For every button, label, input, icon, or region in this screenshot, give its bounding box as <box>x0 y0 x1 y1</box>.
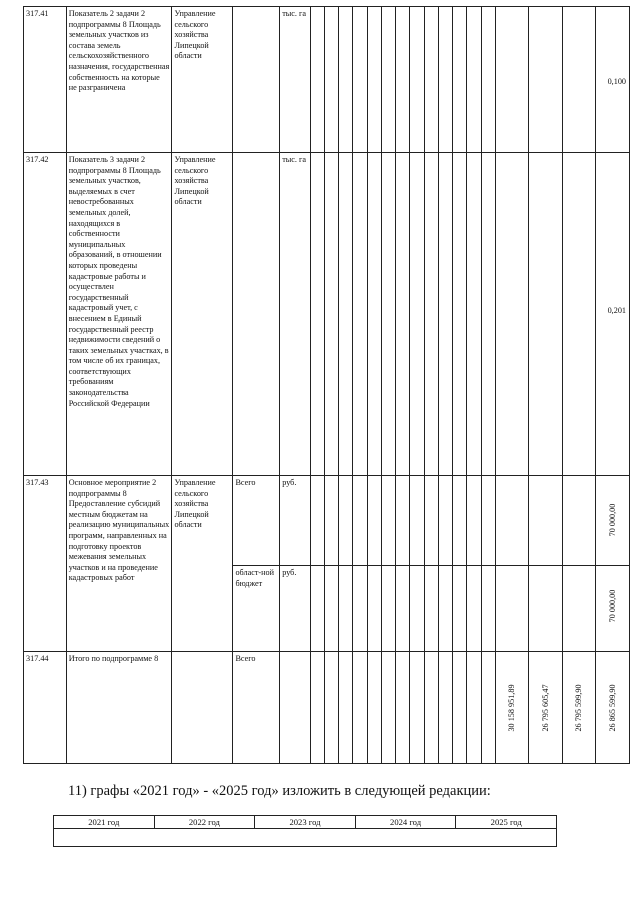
value-text: 70 000,00 <box>607 503 617 537</box>
row-number: 317.44 <box>24 652 67 764</box>
value-text: 0,100 <box>607 77 626 86</box>
row-source-total: Всего <box>233 476 280 566</box>
year-header-table <box>53 815 557 847</box>
value-text: 26 795 599,90 <box>574 684 584 732</box>
header-row <box>54 816 557 829</box>
row-executor: Управление сельского хозяйства Липецкой области <box>172 476 233 652</box>
value-2025-total <box>596 476 630 566</box>
row-executor: Управление сельского хозяйства Липецкой области <box>172 153 233 476</box>
row-unit-total: руб. <box>280 476 311 566</box>
row-name: Итого по подпрограмме 8 <box>66 652 172 764</box>
value-text: 0,201 <box>607 306 626 315</box>
table-row <box>24 153 630 476</box>
value-2025-regional <box>596 566 630 652</box>
year-header: 2023 год <box>255 816 356 829</box>
row-number: 317.42 <box>24 153 67 476</box>
row-source <box>233 7 280 153</box>
total-value-2022 <box>495 652 529 764</box>
total-value-2025 <box>596 652 630 764</box>
row-name: Основное мероприятие 2 подпрограммы 8 Предоставление субсидий местным бюджетам на реализацию муниципальных программ, направленных на подготовку проектов межевания земельных участков и на проведение кадастровых работ <box>66 476 172 652</box>
value-2025 <box>596 153 630 476</box>
blank-row <box>54 829 557 847</box>
row-source <box>233 153 280 476</box>
value-text: 26 865 599,90 <box>607 684 617 732</box>
value-text: 30 158 951,89 <box>507 684 517 732</box>
row-number: 317.41 <box>24 7 67 153</box>
table-row <box>24 7 630 153</box>
blank-cell <box>54 829 557 847</box>
row-unit <box>280 652 311 764</box>
row-executor: Управление сельского хозяйства Липецкой области <box>172 7 233 153</box>
row-name: Показатель 2 задачи 2 подпрограммы 8 Площадь земельных участков из состава земель сельскохозяйственного назначения, государственная собственность на которые не разграничена <box>66 7 172 153</box>
row-source: Всего <box>233 652 280 764</box>
row-unit: тыс. га <box>280 153 311 476</box>
instruction-text: 11) графы «2021 год» - «2025 год» изложить в следующей редакции: <box>68 783 491 799</box>
value-2025 <box>596 7 630 153</box>
value-text: 70 000,00 <box>607 589 617 623</box>
year-header: 2022 год <box>154 816 255 829</box>
year-header: 2021 год <box>54 816 155 829</box>
row-source-regional: област-ной бюджет <box>233 566 280 652</box>
row-number: 317.43 <box>24 476 67 652</box>
table-row <box>24 652 630 764</box>
value-text: 26 795 605,47 <box>540 684 550 732</box>
row-unit-regional: руб. <box>280 566 311 652</box>
total-value-2023 <box>529 652 563 764</box>
year-header: 2025 год <box>456 816 557 829</box>
row-unit: тыс. га <box>280 7 311 153</box>
year-header: 2024 год <box>355 816 456 829</box>
program-table <box>23 6 630 764</box>
total-value-2024 <box>562 652 596 764</box>
row-executor <box>172 652 233 764</box>
row-name: Показатель 3 задачи 2 подпрограммы 8 Площадь земельных участков, выделяемых в счет невостребованных земельных долей, находящихся в собственности муниципальных образований, в отношении которых проведены кадастровые работы и осуществлен государственный кадастровый учет, с внесением в Единый государственный реестр недвижимости сведений о таких земельных участках, в том числе об их границах, соответствующих требованиям законодательства Российской Федерации <box>66 153 172 476</box>
table-row <box>24 476 630 566</box>
